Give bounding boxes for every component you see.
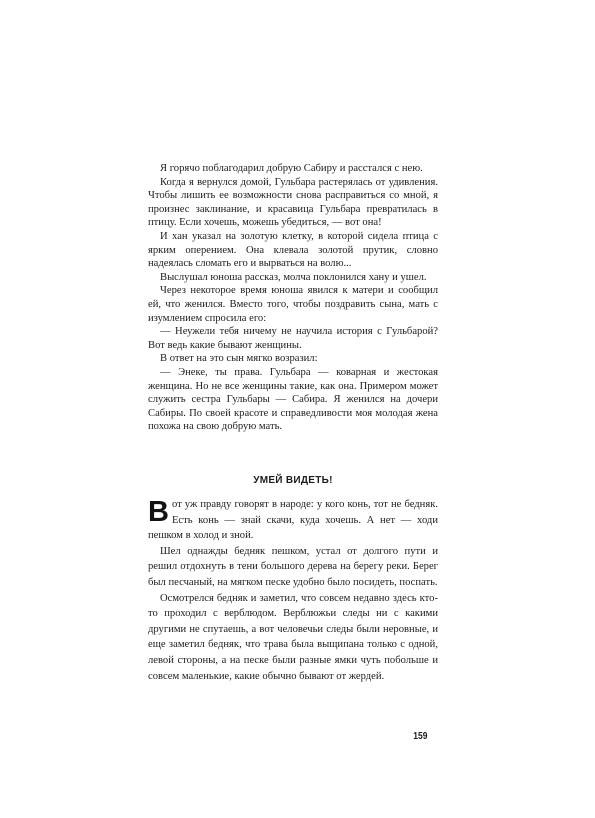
paragraph: — Энеке, ты права. Гульбара — коварная и жестокая женщина. Но не все женщины такие, как она. Примером может служить сестра Гульбары — Сабира. Я женился на дочери Сабиры. По своей красоте и справедливости моя молодая жена похожа на свою добрую мать. [148, 366, 438, 433]
opening-paragraph [148, 497, 438, 544]
paragraph: И хан указал на золотую клетку, в которой сидела птица с ярким оперением. Она клевала золотой прутик, словно надеялась сломать его и вырваться на волю... [148, 230, 438, 270]
paragraph: Когда я вернулся домой, Гульбара растерялась от удивления. Чтобы лишить ее возможности снова расправиться со мной, я произнес заклинание, и красавица Гульбара превратилась в птицу. Если хочешь, можешь убедиться, — вот она! [148, 176, 438, 229]
paragraph: Шел однажды бедняк пешком, устал от долгого пути и решил отдохнуть в тени большого дерева на берегу реки. Берег был песчаный, на мягком песке удобно было посидеть, поспать. [148, 545, 438, 588]
paragraph: Через некоторое время юноша явился к матери и сообщил ей, что женился. Вместо того, чтобы поздравить сына, мать с изумлением спросила его: [148, 285, 438, 324]
page-number: 159 [413, 731, 428, 742]
paragraph: Я горячо поблагодарил добрую Сабиру и расстался с нею. [160, 163, 423, 174]
drop-cap: В [148, 496, 169, 528]
paragraph: Выслушал юноша рассказ, молча поклонился хану и ушел. [160, 271, 427, 283]
new-story-text [148, 497, 438, 684]
opening-text: от уж правду говорят в народе: у кого конь, тот не бедняк. Есть конь — знай скачи, куда хочешь. А нет — ходи пешком в холод и зной. [148, 499, 438, 542]
paragraph: В ответ на это сын мягко возразил: [160, 353, 318, 365]
paragraph: — Неужели тебя ничему не научила история с Гульбарой? Вот ведь какие бывают женщины. [148, 326, 438, 351]
paragraph: Осмотрелся бедняк и заметил, что совсем недавно здесь кто-то проходил с верблюдом. Верблюжьи следы ни с какими другими не спутаешь, а вот человечьи следы были неровные, и еще заметил бедняк, что трава была выщипана только с одной, левой стороны, а на песке были разные ямки чуть побольше и совсем маленькие, какие обычно бывают от жердей. [148, 592, 438, 682]
chapter-title: УМЕЙ ВИДЕТЬ! [253, 475, 333, 486]
story-ending-text [148, 162, 438, 434]
